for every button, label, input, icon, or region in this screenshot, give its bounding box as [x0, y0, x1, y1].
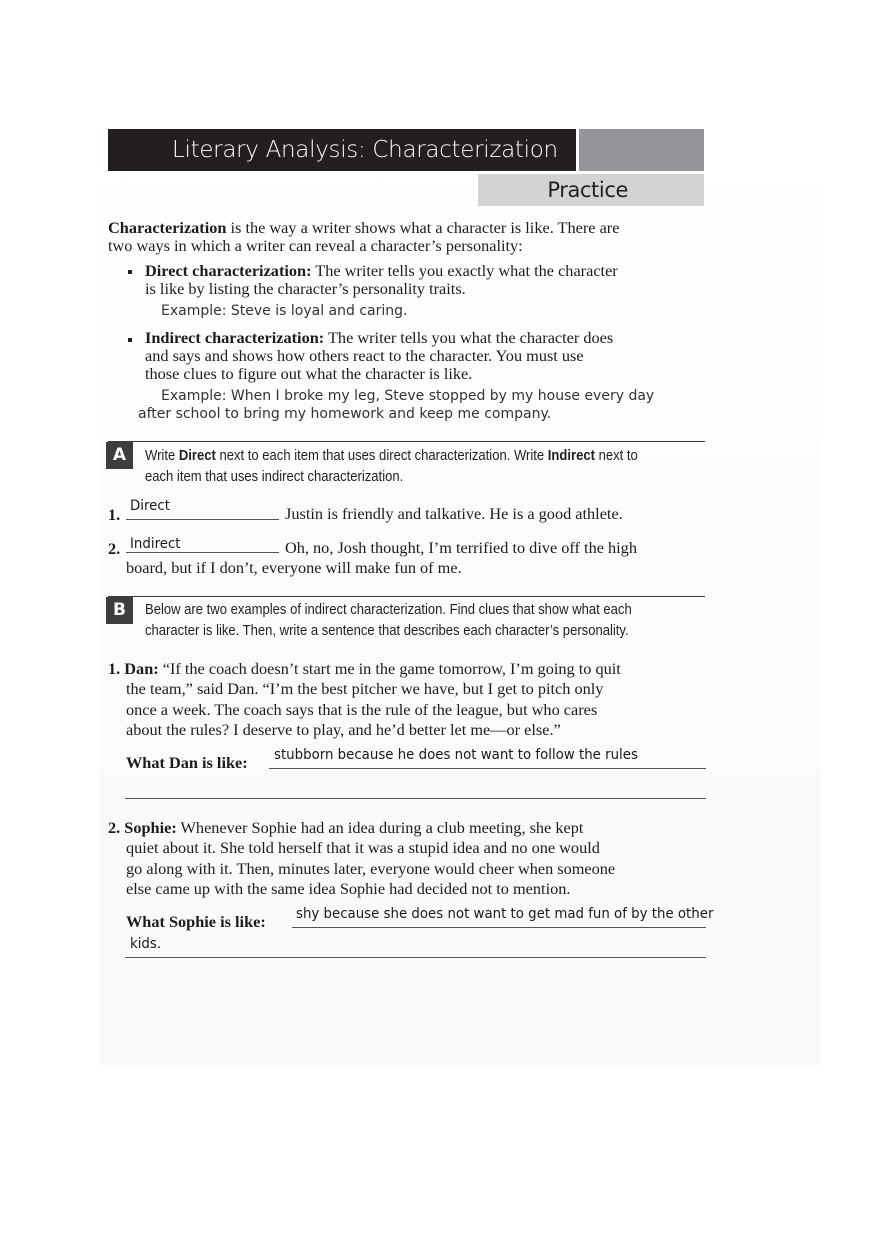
- sophie-answer-text-2[interactable]: kids.: [130, 936, 162, 952]
- dan-prompt: What Dan is like:: [126, 753, 248, 772]
- b-item-2-line-2: quiet about it. She told herself that it was a stupid idea and no one would: [126, 838, 600, 858]
- section-a-rule: [108, 441, 705, 442]
- intro-paragraph: [108, 219, 708, 255]
- section-a-badge: A: [106, 442, 133, 469]
- instr-a-part: next to each item that uses direct characterization. Write: [215, 448, 548, 464]
- title-accent-block: [579, 129, 704, 171]
- bullet-direct: [145, 262, 715, 298]
- dan-answer-line-1[interactable]: [269, 768, 706, 769]
- indirect-example-line-1: Example: When I broke my leg, Steve stopped by my house every day: [161, 388, 655, 404]
- b-item-2-line-1: Whenever Sophie had an idea during a club meeting, she kept: [176, 818, 584, 837]
- bullet-indirect-line-3: those clues to figure out what the character is like.: [145, 364, 473, 383]
- bullet-icon: [128, 270, 132, 274]
- bullet-icon: [128, 338, 132, 342]
- a-item-2-text-line-1: Oh, no, Josh thought, I’m terrified to dive off the high: [285, 538, 637, 557]
- instr-a-direct: Direct: [178, 448, 216, 464]
- a-item-2-text-line-2: board, but if I don’t, everyone will make fun of me.: [126, 558, 462, 577]
- bullet-direct-line-1: The writer tells you exactly what the character: [311, 261, 618, 280]
- instr-a-indirect: Indirect: [547, 448, 595, 464]
- direct-example: Example: Steve is loyal and caring.: [161, 303, 408, 319]
- dan-answer-text[interactable]: stubborn because he does not want to follow the rules: [274, 747, 638, 763]
- b-item-1-number: 1.: [108, 659, 121, 678]
- section-a-instructions: [145, 446, 703, 488]
- b-item-1-line-1: “If the coach doesn’t start me in the game tomorrow, I’m going to quit: [158, 659, 621, 678]
- b-item-2-passage: [108, 818, 708, 899]
- bullet-indirect-line-2: and says and shows how others react to the character. You must use: [145, 346, 584, 365]
- practice-label: Practice: [478, 174, 704, 206]
- a-item-1-number: 1.: [108, 505, 121, 524]
- b-item-2-number: 2.: [108, 818, 121, 837]
- worksheet-title: Literary Analysis: Characterization: [108, 129, 576, 171]
- a-item-1-answer[interactable]: Direct: [130, 498, 170, 514]
- b-item-2-line-4: else came up with the same idea Sophie had decided not to mention.: [126, 878, 571, 898]
- sophie-answer-line-1[interactable]: [292, 927, 706, 928]
- b-item-1-line-2: the team,” said Dan. “I’m the best pitcher we have, but I get to pitch only: [126, 679, 604, 699]
- dan-answer-line-2[interactable]: [125, 798, 706, 799]
- b-item-1-passage: [108, 659, 708, 740]
- section-b-instructions: [145, 600, 703, 642]
- instr-a-part: Write: [145, 448, 179, 464]
- bullet-indirect-line-1: The writer tells you what the character does: [324, 328, 614, 347]
- instr-a-part: next to: [594, 448, 638, 464]
- b-item-2-line-3: go along with it. Then, minutes later, everyone would cheer when someone: [126, 858, 616, 878]
- a-item-1-blank[interactable]: [126, 519, 279, 520]
- intro-term: Characterization: [108, 218, 227, 237]
- sophie-prompt: What Sophie is like:: [126, 912, 266, 931]
- a-item-2-answer[interactable]: Indirect: [130, 536, 181, 552]
- instr-a-line-2: each item that uses indirect characterization.: [145, 469, 404, 485]
- b-item-1-name: Dan:: [124, 659, 159, 678]
- b-item-2-name: Sophie:: [124, 818, 177, 837]
- bullet-direct-line-2: is like by listing the character’s personality traits.: [145, 279, 466, 298]
- intro-line-2: two ways in which a writer can reveal a character’s personality:: [108, 236, 523, 255]
- b-item-1-line-3: once a week. The coach says that is the rule of the league, but who cares: [126, 699, 598, 719]
- indirect-term: Indirect characterization:: [145, 328, 325, 347]
- indirect-example-line-2: after school to bring my homework and keep me company.: [138, 406, 552, 422]
- instr-b-line-1: Below are two examples of indirect characterization. Find clues that show what each: [145, 602, 632, 618]
- bullet-indirect: [145, 329, 715, 383]
- instr-b-line-2: character is like. Then, write a sentence that describes each character’s personality.: [145, 623, 629, 639]
- intro-line-1: is the way a writer shows what a character is like. There are: [226, 218, 620, 237]
- section-b-badge: B: [106, 597, 133, 624]
- b-item-1-line-4: about the rules? I deserve to play, and he’d better let me—or else.”: [126, 719, 561, 739]
- section-b-rule: [108, 596, 705, 597]
- a-item-2-blank[interactable]: [126, 552, 279, 553]
- sophie-answer-line-2[interactable]: [125, 957, 706, 958]
- sophie-answer-text[interactable]: shy because she does not want to get mad fun of by the other: [296, 906, 714, 922]
- direct-term: Direct characterization:: [145, 261, 312, 280]
- a-item-1-text: Justin is friendly and talkative. He is a good athlete.: [285, 504, 623, 523]
- a-item-2-number: 2.: [108, 539, 121, 558]
